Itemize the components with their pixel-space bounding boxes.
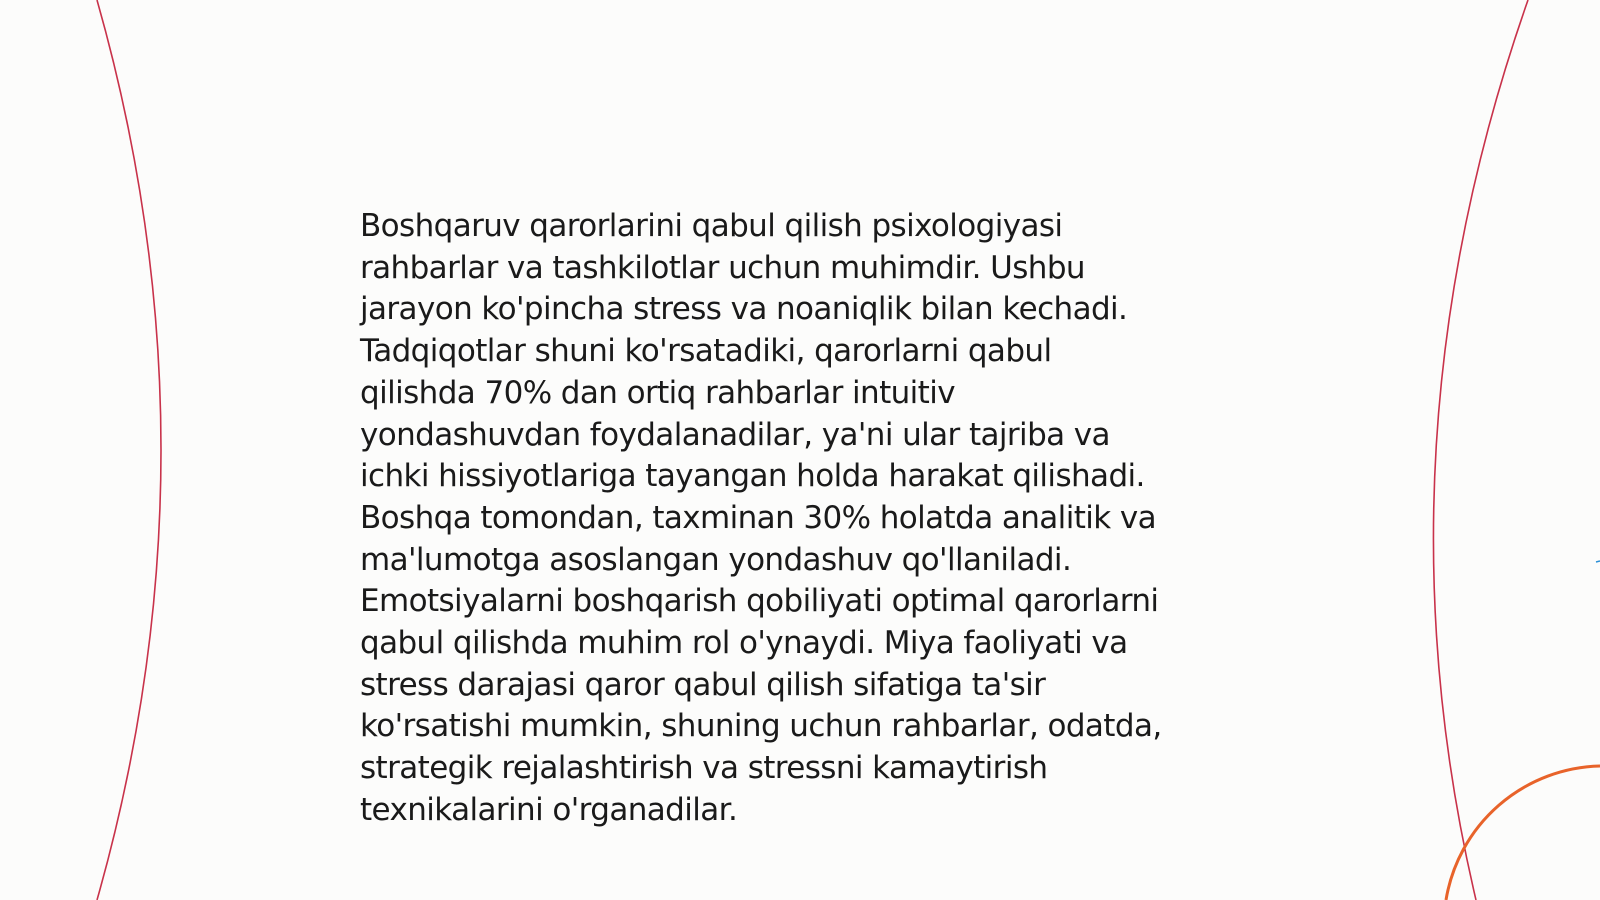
- body-line: strategik rejalashtirish va stressni kamaytirish: [360, 750, 1048, 787]
- body-line: Tadqiqotlar shuni ko'rsatadiki, qarorlarni qabul: [360, 333, 1052, 370]
- body-line: stress darajasi qaror qabul qilish sifatiga ta'sir: [360, 666, 1046, 703]
- body-paragraph: [360, 206, 1260, 832]
- body-line: Boshqaruv qarorlarini qabul qilish psixologiyasi: [360, 208, 1063, 244]
- right-arc: [1433, 0, 1528, 900]
- corner-arc: [1446, 766, 1600, 900]
- accent-tick: [1596, 561, 1600, 562]
- body-line: Boshqa tomondan, taxminan 30% holatda analitik va: [360, 499, 1157, 536]
- body-line: qabul qilishda muhim rol o'ynaydi. Miya faoliyati va: [360, 625, 1128, 662]
- body-line: jarayon ko'pincha stress va noaniqlik bilan kechadi.: [360, 291, 1128, 328]
- body-line: yondashuvdan foydalanadilar, ya'ni ular tajriba va: [360, 416, 1110, 453]
- body-line: ichki hissiyotlariga tayangan holda harakat qilishadi.: [360, 458, 1145, 495]
- body-line: Emotsiyalarni boshqarish qobiliyati optimal qarorlarni: [360, 583, 1159, 620]
- body-line: ma'lumotga asoslangan yondashuv qo'llaniladi.: [360, 541, 1072, 578]
- body-line: qilishda 70% dan ortiq rahbarlar intuitiv: [360, 374, 955, 411]
- left-arc: [97, 0, 161, 900]
- body-line: texnikalarini o'rganadilar.: [360, 791, 738, 828]
- body-line: rahbarlar va tashkilotlar uchun muhimdir. Ushbu: [360, 249, 1085, 286]
- body-line: ko'rsatishi mumkin, shuning uchun rahbarlar, odatda,: [360, 708, 1162, 745]
